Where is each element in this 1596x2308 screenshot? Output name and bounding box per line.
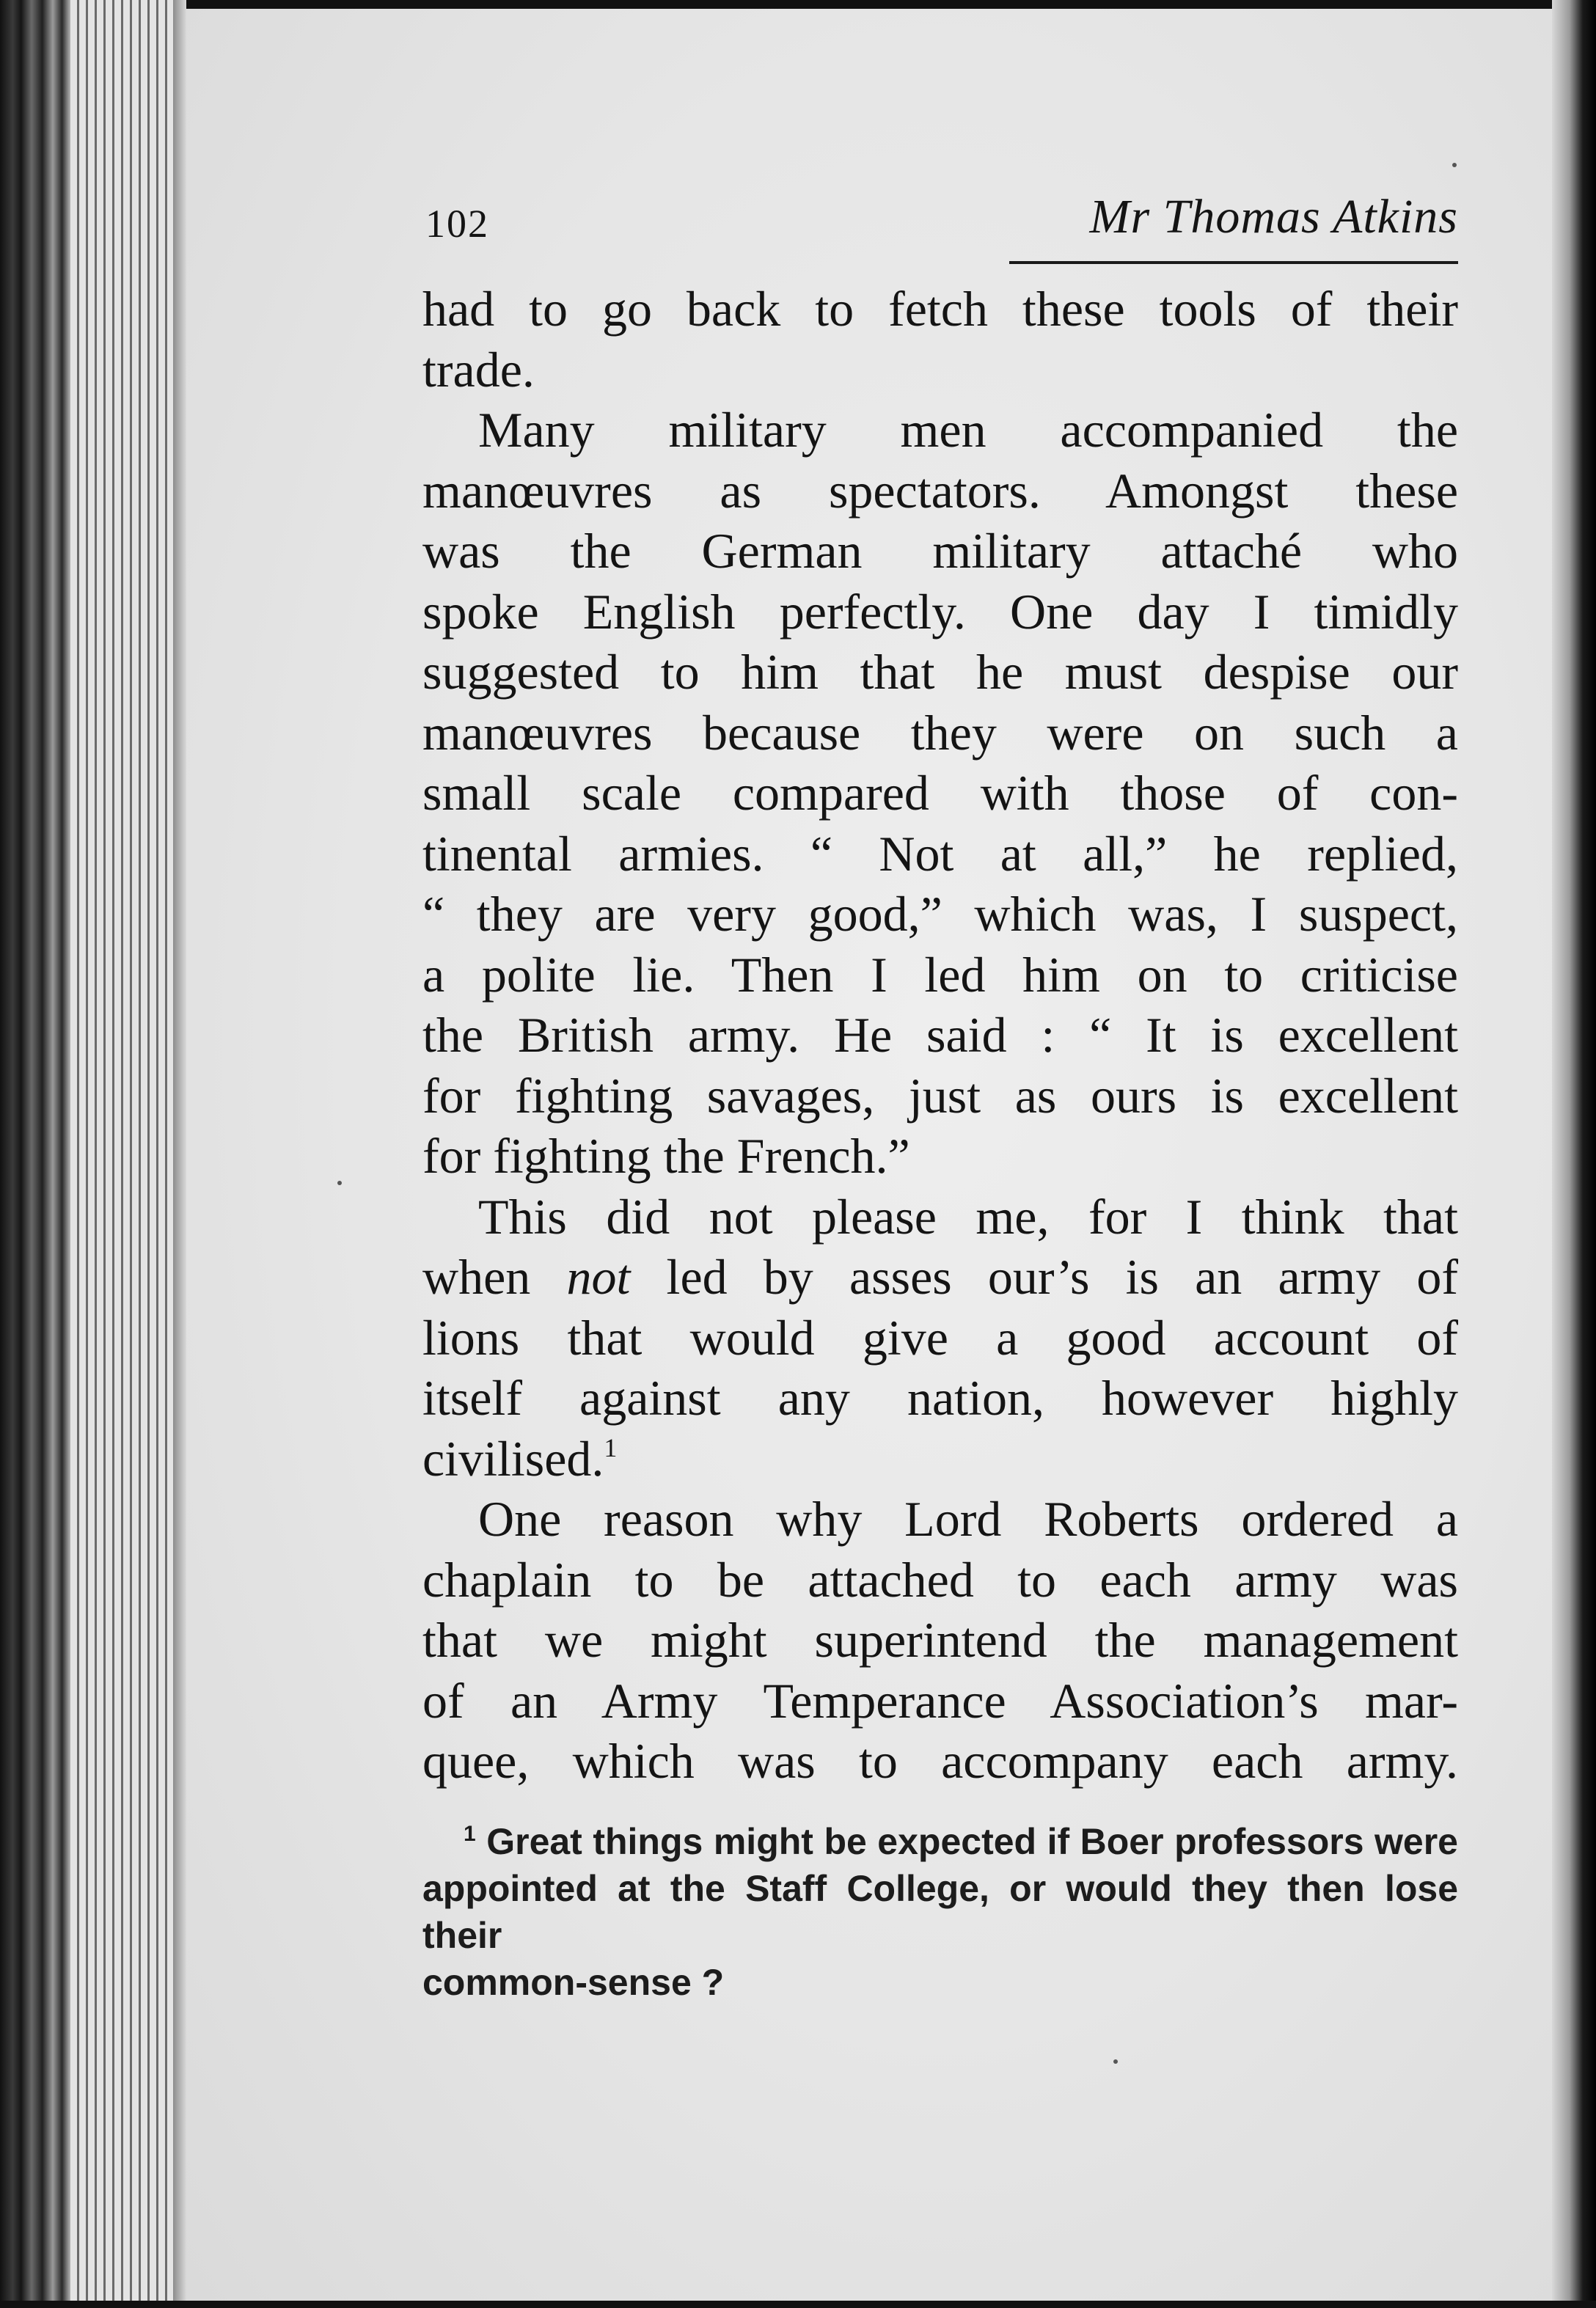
- text-fragment: civilised.: [422, 1430, 604, 1487]
- paper-speck: [337, 1181, 342, 1185]
- running-title: Mr Thomas Atkins: [1089, 190, 1458, 243]
- text-line: Many military men accompanied the: [478, 402, 1458, 458]
- text-line: was the German military attaché who: [422, 523, 1458, 579]
- page-gutter-shadow: [173, 0, 186, 2308]
- text-line: the British army. He said : “ It is excellent: [422, 1007, 1458, 1063]
- page-stack-edges: [70, 0, 173, 2308]
- text-fragment: Great things might be expected if Boer professors were: [486, 1820, 1458, 1862]
- scan-top-edge: [0, 0, 1596, 9]
- text-line: small scale compared with those of con-: [422, 765, 1458, 821]
- page-number: 102: [425, 202, 489, 246]
- paper-speck: [1113, 2059, 1118, 2064]
- text-line: a polite lie. Then I led him on to criticise: [422, 946, 1458, 1003]
- text-line: This did not please me, for I think that: [478, 1188, 1458, 1245]
- footnote-reference: 1: [604, 1432, 618, 1462]
- text-line: One reason why Lord Roberts ordered a: [478, 1491, 1458, 1547]
- book-spine-edge: [0, 0, 70, 2308]
- running-head: [422, 189, 1458, 263]
- text-line: of an Army Temperance Association’s mar-: [422, 1672, 1458, 1729]
- text-line: trade.: [422, 341, 535, 398]
- text-line: itself against any nation, however highly: [422, 1370, 1458, 1426]
- footnote-line: common-sense ?: [422, 1961, 725, 2003]
- text-block: [422, 189, 1458, 2006]
- text-line: for fighting the French.”: [422, 1128, 910, 1184]
- text-line: chaplain to be attached to each army was: [422, 1551, 1458, 1608]
- text-line: for fighting savages, just as ours is excellent: [422, 1067, 1458, 1124]
- text-line: that we might superintend the management: [422, 1612, 1458, 1668]
- footnote-marker: 1: [464, 1821, 476, 1846]
- text-line: tinental armies. “ Not at all,” he replied,: [422, 825, 1458, 882]
- text-line: [422, 1429, 1458, 1490]
- paper-speck: [1452, 163, 1457, 167]
- text-line: manœuvres because they were on such a: [422, 704, 1458, 761]
- footnote: [422, 1818, 1458, 2006]
- text-line: had to go back to fetch these tools of their: [422, 281, 1458, 337]
- text-line: manœuvres as spectators. Amongst these: [422, 462, 1458, 519]
- footnote-line: [422, 1818, 1458, 1865]
- text-fragment: when: [422, 1249, 567, 1305]
- header-rule: [1009, 261, 1458, 264]
- italic-emphasis: not: [566, 1249, 631, 1305]
- scan-bottom-edge: [0, 2301, 1596, 2308]
- text-line: quee, which was to accompany each army.: [422, 1733, 1458, 1789]
- text-line: spoke English perfectly. One day I timidly: [422, 583, 1458, 640]
- footnote-line: appointed at the Staff College, or would they then lose their: [422, 1867, 1458, 1956]
- text-line: [422, 1247, 1458, 1308]
- text-line: lions that would give a good account of: [422, 1309, 1458, 1366]
- text-fragment: led by asses our’s is an army of: [630, 1249, 1458, 1305]
- body-text: [422, 279, 1458, 1792]
- text-line: “ they are very good,” which was, I suspect,: [422, 886, 1458, 942]
- scan-right-edge: [1552, 0, 1596, 2308]
- text-line: suggested to him that he must despise our: [422, 644, 1458, 700]
